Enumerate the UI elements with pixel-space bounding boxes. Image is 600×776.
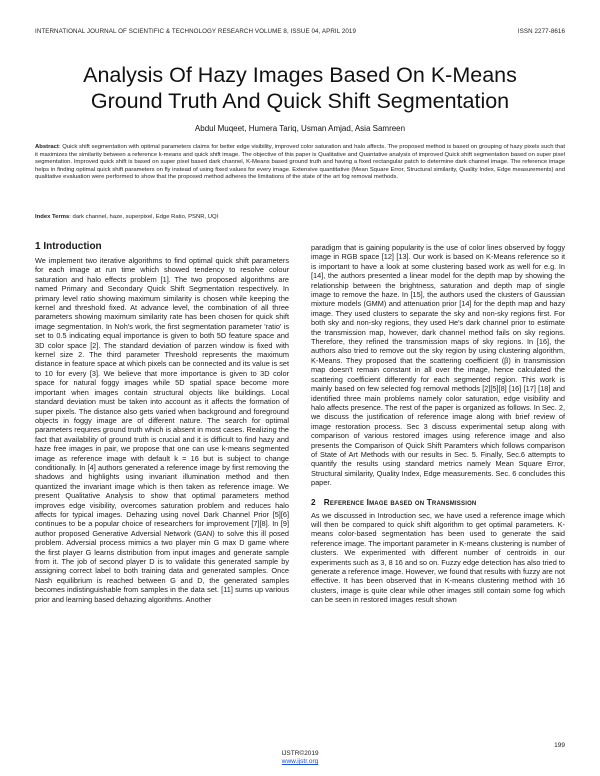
author-list: Abdul Muqeet, Humera Tariq, Usman Amjad, Asia Samreen (194, 124, 406, 133)
abstract-text: : Quick shift segmentation with optimal parameters claims for better edge visibility, improved color saturation and halo affects. The proposed method is based on grouping of hazy pixels such that it maximizes the similarity between a reference k-means and quick shift image. The objective of this paper is Qualitative and Quantative analysis of improved Quick shift segmentation based on super pixel segmentation. Improved quick shift is based on super pixel based dark channel, K-Means based ground truth and having a fixed rectangular patch to determine dark channel image. The reference image helps in finding optimal quick shift parameters on fly instead of using fixed values for every image. Extensive quantitative (Mean Square Error, Structural similarity, Quality Index, Edge measurements) and qualitative evaluation were performed to show that the proposed method adheres the limitations of the state of the art fog removal methods. (35, 144, 565, 181)
section-1-paragraph-left: We implement two iterative algorithms to find optimal quick shift parameters for each image at run time which showed tendency to resolve colour saturation and halo effects problem [1]. The two proposed algorithms are named Primary and Secondary Quick Shift Segmentation respectively. In primary level ratio showing maximum similarity is chosen while keeping the kernel and threshold fixed. At advance level, the combination of all three parameters showing maximum similarity rate has been chosen for quick shift image segmentation. In Noh's work, the first segmentation parameter 'ratio' is set to 0.5 indicating equal importance is given to both 5D feature space and 3D color space [2]. The standard deviation of parzen window is fixed with kernel size 2. The third parameter Threshold represents the maximum distance in feature space at which pixels can be connected and its value is set to 10 for every [3]. We believe that more importance is given to 3D color space for natural foggy images while 5D spatial space become more important when images contain structural objects like buildings. Local standard deviation must be taken into account as it affects the formation of super pixels. The distance also gets varied when background and foreground objects in foggy image are of different nature. The search for optimal parameters requires ground truth which is absent in most cases. Realizing the fact that availability of ground truth is crucial and it is difficult to find hazy and haze free images in pair, we propose that one can use k-means segmented image as reference image with default k = 16 but is subject to change conditionally. In [4] authors generated a reference image by first removing the shadows and highlights using invariant illumination method and then quantized the invariant image which is then taken as reference image. We present Qualitative Analysis to show that optimal parameters method improves edge visibility, overcomes saturation problem and reduces halo affects for typical images. Dehazing using novel Dark Channel Prior [5][6] continues to be a popular choice of researchers for improvement [7][8]. In [9] author proposed Generative Adversial Network (GAN) to solve this ill posed problem. Adversial process mimics a two player min G max D game where the first player G learns distribution from input images and generate sample from it. The job of second player D is to validate this generated sample by assigning correct label to both training data and generated samples. Once Nash equilibrium is reached between G and D, the generated samples becomes indistinguishable from samples in the data set. [11] sums up various prior and learning based dehazing algorithms. Another (35, 256, 289, 604)
section-2-title: Reference Image based on Transmission (323, 497, 477, 507)
section-2-heading (311, 497, 565, 508)
paper-title (30, 62, 570, 114)
right-column (311, 243, 565, 605)
title-line-1: Analysis Of Hazy Images Based On K-Means (83, 63, 517, 87)
section-2-paragraph: As we discussed in Introduction sec, we have used a reference image which will then be compared to quick shift algorithm to get optimal parameters. K-means color-based segmentation has been used to generate the said reference image. The important parameter in K-means clustering is number of clusters. We experimented with different number of centroids in our experiments such as 3, 8 16 and so on. Fuzzy edge detection has also tried to generate a reference image. However, we found that results with fuzzy are not effective. It has been observed that in K-means clustering method with 16 clusters, image is quite clear while other images still contain some fog which can be seen in restored images result shown (311, 510, 565, 605)
running-header (35, 28, 565, 38)
issn-number: ISSN 2277-8616 (517, 28, 565, 35)
index-terms-label: Index Terms (35, 214, 70, 220)
section-1-heading: 1 Introduction (35, 241, 102, 252)
title-line-2: Ground Truth And Quick Shift Segmentation (90, 89, 510, 113)
abstract (35, 144, 565, 182)
section-2-number: 2 (311, 497, 316, 507)
page-number: 199 (554, 742, 565, 749)
index-terms (35, 214, 565, 222)
page-footer (0, 750, 600, 766)
index-terms-text: : dark channel, haze, superpixel, Edge Ratio, PSNR, UQI (69, 214, 219, 220)
footer-website-link[interactable]: www.ijstr.org (281, 758, 319, 765)
section-1-paragraph-right: paradigm that is gaining popularity is the use of color lines observed by foggy image in RGB space [12] [13]. Our work is based on K-Means reference so it is important to have a look at some clustering based work as well for e.g. In [14], the authors presented a linear model for the depth map by showing the relationship between the brightness, saturation and depth map of single image to remove the haze. In [15], the authors used the clusters of Gaussian mixture models (GMM) and attenuation prior [14] for the depth map and hazy image. They used clusters to separate the sky and non-sky regions first. For both sky and non-sky regions, they used He's dark channel prior to estimate the transmission map, however, dark channel method fails on sky regions. Therefore, they refined the transmission maps of sky regions. In [16], the authors also tried to remove out the sky region by using clustering algorithm, K-Means. They proposed that the scattering coefficient (β) in transmission map doesn't remain constant in all over the image, hence calculated the scattering coefficient differently for each segmented region. This work is mainly based on few selected fog removal methods [2][5][8] [16] [17] [18] and identified three main problems namely color saturation, edge visibility and halo affects presence. The rest of the paper is organized as follows. In Sec. 2, we discuss the justification of reference image along with brief review of image restoration process. Sec 3 discuss experimental setup along with comparison of various restored images using reference image and also presents the Comparison of Quick Shift Paramters which follows comparison of State of Art Methods with our results in Sec. 5. Finally, Sec.6 attempts to quantify the results using standard metrics namely Mean Square Error, Structural similarity, Quality Index, Edge measurements. Sec. 6 concludes this paper. (311, 243, 565, 488)
abstract-label: Abstract (35, 144, 59, 150)
left-column (35, 241, 289, 604)
journal-name: INTERNATIONAL JOURNAL OF SCIENTIFIC & TECHNOLOGY RESEARCH VOLUME 8, ISSUE 04, APRIL 2019 (35, 28, 357, 35)
footer-copyright: IJSTR©2019 (281, 750, 319, 757)
